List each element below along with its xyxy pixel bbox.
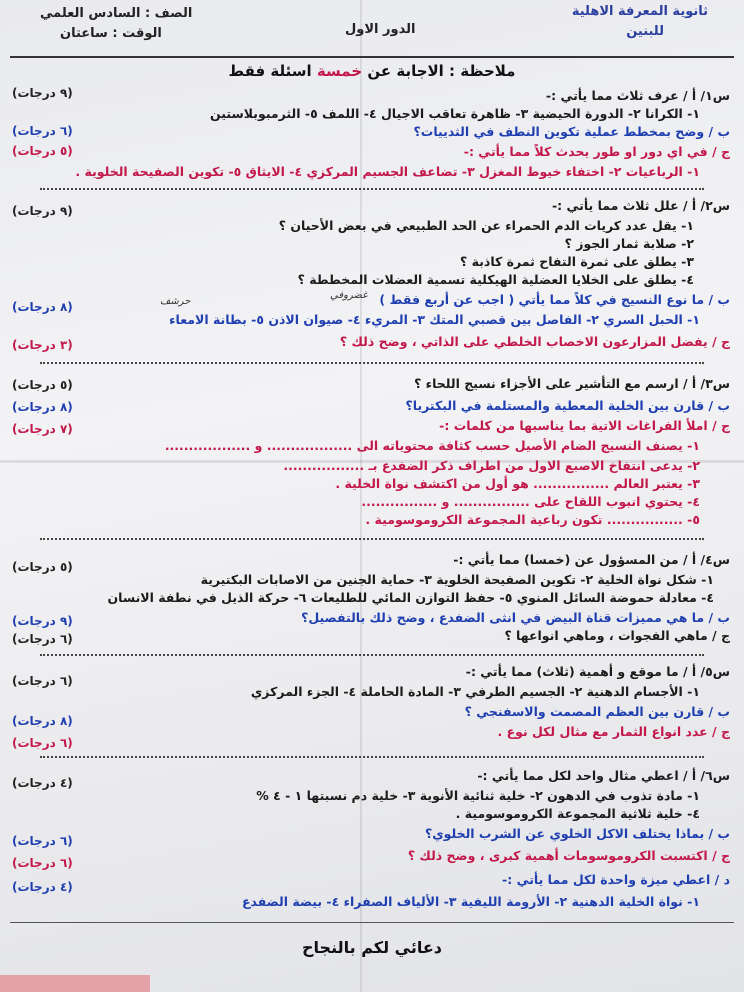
q4-items-row2: ٤- معادلة حموضة السائل المنوي ٥- حفظ التوازن المائي للطليعات ٦- حركة الذيل في نطفة الانسان: [107, 590, 714, 605]
q4-marks-b: (٩ درجات): [12, 614, 73, 628]
school-name: ثانوية المعرفة الاهلية: [571, 4, 708, 19]
q3-marks-b: (٨ درجات): [12, 400, 73, 414]
q4-items-row1: ١- شكل نواة الخلية ٢- تكوين الصفيحة الخلوية ٣- حماية الجنين من الاصابات البكتيرية: [200, 572, 714, 587]
q1-marks-c: (٥ درجات): [12, 144, 73, 158]
q2-item-1: ١- يقل عدد كريات الدم الحمراء عن الحد الطبيعي في بعض الأحيان ؟: [278, 218, 694, 233]
q2-item-3: ٣- يطلق على ثمرة التفاح ثمرة كاذبة ؟: [460, 254, 694, 269]
q5-part-a: س٥/ أ / ما موقع و أهمية (ثلاث) مما يأتي :-: [465, 664, 730, 679]
time-label: الوقت : ساعتان: [60, 26, 162, 41]
q1-c-items: ١- الرباعيات ٢- اختفاء خيوط المغزل ٣- تضاعف الجسيم المركزي ٤- الايثاق ٥- تكوين الصفيحة الخلوية .: [75, 164, 700, 179]
q6-marks-b: (٦ درجات): [12, 834, 73, 848]
q4-part-b: ب / ما هي مميزات قناة البيض في انثى الضفدع ، وضح ذلك بالتفصيل؟: [301, 610, 730, 625]
q3-fill-2: ٢- يدعى انتفاخ الاصبع الاول من اطراف ذكر الضفدع بـ .................: [283, 458, 700, 473]
q5-items: ١- الأجسام الدهنية ٢- الجسيم الطرفي ٣- المادة الحاملة ٤- الجزء المركزي: [250, 684, 700, 699]
q3-fill-3: ٣- يعتبر العالم ................ هو أول من اكتشف نواة الخلية .: [335, 476, 700, 491]
section-separator: [40, 188, 704, 190]
exam-header: [0, 0, 744, 58]
q4-part-c: ج / ماهي الفجوات ، وماهي انواعها ؟: [504, 628, 730, 643]
q3-marks-a: (٥ درجات): [12, 378, 73, 392]
q3-marks-c: (٧ درجات): [12, 422, 73, 436]
q3-part-c: ج / املأ الفراغات الاتية بما يناسبها من كلمات :-: [439, 418, 730, 433]
note-highlight: خمسة: [316, 62, 363, 80]
q2-item-4: ٤- يطلق على الخلايا العضلية الهيكلية تسمية العضلات المخططة ؟: [297, 272, 694, 287]
q6-part-c: ج / اكتسبت الكروموسومات أهمية كبرى ، وضح ذلك ؟: [407, 848, 730, 863]
section-separator: [40, 362, 704, 364]
note-suffix: اسئلة فقط: [228, 62, 312, 80]
q4-marks-a: (٥ درجات): [12, 560, 73, 574]
q1-marks-b: (٦ درجات): [12, 124, 73, 138]
q4-marks-c: (٦ درجات): [12, 632, 73, 646]
q6-part-b: ب / بماذا يختلف الاكل الخلوي عن الشرب الخلوي؟: [424, 826, 730, 841]
q3-fill-4: ٤- يحتوي انبوب اللقاح على ................ و ................: [361, 494, 700, 509]
q1-marks-a: (٩ درجات): [12, 86, 73, 100]
footer-wish: دعائي لكم بالنجاح: [302, 938, 442, 957]
q6-marks-d: (٤ درجات): [12, 880, 73, 894]
q5-part-c: ج / عدد انواع الثمار مع مثال لكل نوع .: [497, 724, 730, 739]
q6-marks-c: (٦ درجات): [12, 856, 73, 870]
q3-fill-1: ١- يصنف النسيج الضام الأصيل حسب كثافة محتوياته الى .................. و ..................: [164, 438, 700, 453]
section-separator: [40, 654, 704, 656]
section-separator: [40, 538, 704, 540]
q6-items-row1: ١- مادة تذوب في الدهون ٢- خلية ثنائية الأنوية ٣- خلية دم نسبتها ١ - ٤ %: [256, 788, 700, 803]
q5-part-b: ب / قارن بين العظم المصمت والاسفنجي ؟: [464, 704, 730, 719]
q6-items-row2: ٤- خلية ثلاثية المجموعة الكروموسومية .: [455, 806, 700, 821]
q6-part-a: س٦/ أ / اعطي مثال واحد لكل مما يأتي :-: [477, 768, 730, 783]
exam-note: [0, 62, 744, 80]
note-prefix: ملاحظة : الاجابة عن: [367, 62, 516, 80]
q2-b-items: ١- الحبل السري ٢- الفاصل بين قصبي المتك ٣- المريء ٤- صيوان الاذن ٥- بطانة الامعاء: [169, 312, 700, 327]
bottom-color-strip: [0, 975, 150, 992]
handwritten-note: حرشف: [160, 296, 191, 307]
q4-part-a: س٤/ أ / من المسؤول عن (خمسا) مما يأتي :-: [453, 552, 730, 567]
q2-part-c: ج / يفضل المزارعون الاخصاب الخلطي على الذاتي ، وضح ذلك ؟: [339, 334, 730, 349]
section-separator: [40, 756, 704, 758]
round-label: الدور الاول: [345, 22, 416, 37]
footer-divider: [10, 922, 734, 923]
q5-marks-a: (٦ درجات): [12, 674, 73, 688]
q3-part-a: س٣/ أ / ارسم مع التأشير على الأجزاء نسيج اللحاء ؟: [414, 376, 730, 391]
header-divider: [10, 56, 734, 58]
q5-marks-c: (٦ درجات): [12, 736, 73, 750]
q3-part-b: ب / قارن بين الخلية المعطية والمستلمة في البكتريا؟: [405, 398, 730, 413]
q6-marks-a: (٤ درجات): [12, 776, 73, 790]
q1-part-c: ج / في اي دور او طور يحدث كلاً مما يأتي :-: [463, 144, 730, 159]
q2-part-a: س٢/ أ / علل ثلاث مما يأتي :-: [551, 198, 730, 213]
handwritten-note: غضروفي: [330, 290, 368, 301]
school-subtitle: للبنين: [626, 24, 664, 39]
q2-marks-c: (٣ درجات): [12, 338, 73, 352]
q2-marks-b: (٨ درجات): [12, 300, 73, 314]
q1-part-b: ب / وضح بمخطط عملية تكوين النطف في الثدييات؟: [413, 124, 730, 139]
q2-part-b: ب / ما نوع النسيج في كلاً مما يأتي ( اجب عن أربع فقط ): [379, 292, 730, 307]
q6-d-items: ١- نواة الخلية الدهنية ٢- الأرومة الليفية ٣- الألياف الصفراء ٤- بيضة الضفدع: [241, 894, 700, 909]
q2-item-2: ٢- صلابة ثمار الجوز ؟: [564, 236, 694, 251]
q1-items: ١- الكرانا ٢- الدورة الحيضية ٣- ظاهرة تعاقب الاجيال ٤- اللمف ٥- الثرمبوبلاستين: [210, 106, 700, 121]
q6-part-d: د / اعطي ميزة واحدة لكل مما يأتي :-: [502, 872, 730, 887]
q2-marks-a: (٩ درجات): [12, 204, 73, 218]
q3-fill-5: ٥- ................ تكون رباعية المجموعة الكروموسومية .: [365, 512, 700, 527]
q1-part-a: س١/ أ / عرف ثلاث مما يأتي :-: [545, 88, 730, 103]
class-label: الصف : السادس العلمي: [40, 6, 193, 21]
q5-marks-b: (٨ درجات): [12, 714, 73, 728]
